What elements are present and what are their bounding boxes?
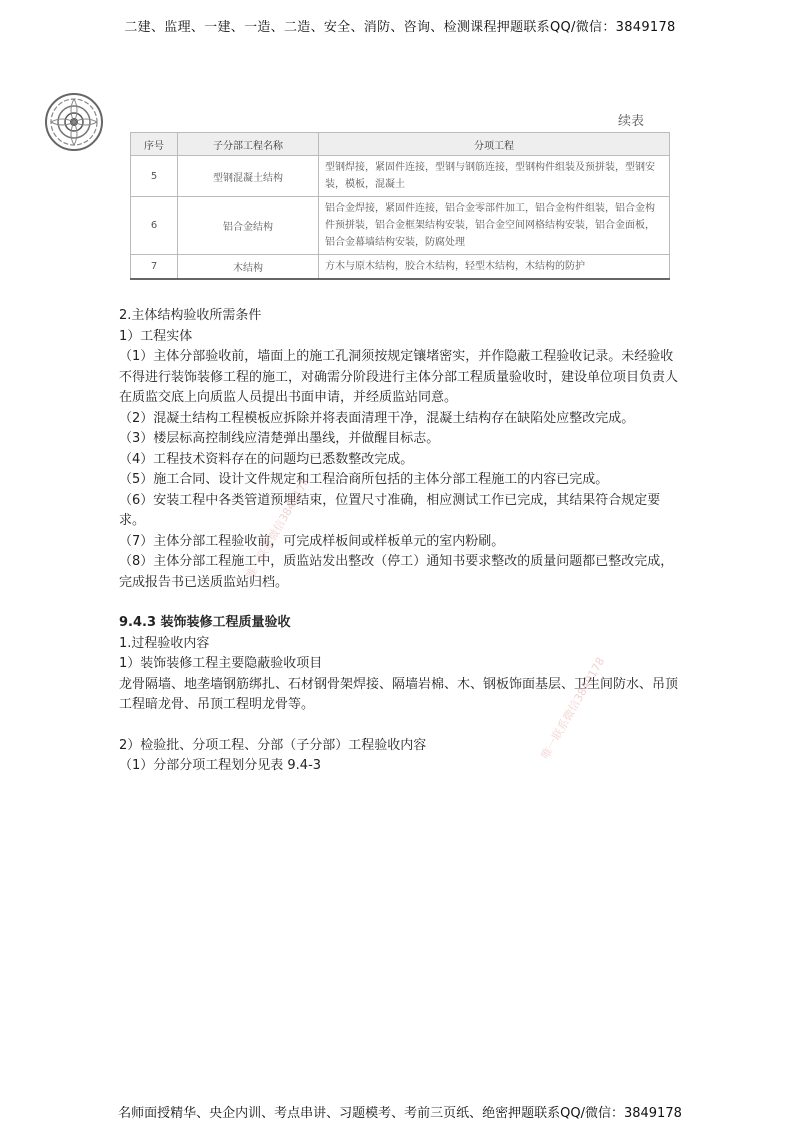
list-item: （3）楼层标高控制线应清楚弹出墨线，并做醒目标志。	[119, 431, 440, 446]
row-items: 方木与原木结构，胶合木结构，轻型木结构，木结构的防护	[319, 255, 670, 280]
row-no: 5	[131, 156, 178, 197]
table-row	[131, 255, 670, 280]
list-item: （1）主体分部验收前，墙面上的施工孔洞须按规定镶堵密实，并作隐蔽工程验收记录。未经验收不得进行装饰装修工程的施工，对确需分阶段进行主体分部工程质量验收时，建设单位项目负责人在质监交底上向质监人员提出书面申请，并经质监站同意。	[119, 349, 679, 405]
list-item: （5）施工合同、设计文件规定和工程洽商所包括的主体分部工程施工的内容已完成。	[119, 472, 609, 487]
subsection-title: 1）工程实体	[119, 328, 193, 344]
row-name: 铝合金结构	[178, 197, 319, 255]
col-header-no: 序号	[131, 133, 178, 156]
round-seal-logo-icon	[44, 92, 104, 152]
table-continuation-label: 续表	[618, 114, 645, 129]
section-title: 1.过程验收内容	[119, 635, 210, 651]
row-name: 木结构	[178, 255, 319, 280]
list-item: （6）安装工程中各类管道预埋结束，位置尺寸准确，相应测试工作已完成，其结果符合规定要求。	[119, 492, 661, 528]
row-no: 6	[131, 197, 178, 255]
table-row	[131, 197, 670, 255]
table-header-row	[131, 133, 670, 156]
list-item: （2）混凝土结构工程模板应拆除并将表面清理干净，混凝土结构存在缺陷处应整改完成。	[119, 410, 635, 426]
col-header-items: 分项工程	[319, 133, 670, 156]
list-item: （1）分部分项工程划分见表 9.4-3	[119, 758, 322, 773]
section-heading: 9.4.3 装饰装修工程质量验收	[119, 615, 291, 630]
subsection-title: 2）检验批、分项工程、分部（子分部）工程验收内容	[119, 737, 427, 753]
subsection-title: 1）装饰装修工程主要隐蔽验收项目	[119, 656, 323, 671]
list-item: （8）主体分部工程施工中，质监站发出整改（停工）通知书要求整改的质量问题都已整改完成，完成报告书已送质监站归档。	[119, 554, 674, 590]
watermark: 唯一联系微信3849178	[538, 655, 608, 762]
row-name: 型钢混凝土结构	[178, 156, 319, 197]
list-item: （7）主体分部工程验收前，可完成样板间或样板单元的室内粉刷。	[119, 533, 505, 549]
page-header: 二建、监理、一建、一造、二造、安全、消防、咨询、检测课程押题联系QQ/微信：3849178	[124, 20, 676, 35]
subdivision-table	[130, 132, 670, 280]
watermark: 唯一联系微信3849178	[243, 475, 313, 582]
col-header-name: 子分部工程名称	[178, 133, 319, 156]
main-content	[119, 306, 684, 777]
page-footer: 名师面授精华、央企内训、考点串讲、习题模考、考前三页纸、绝密押题联系QQ/微信：3849178	[118, 1106, 682, 1121]
row-no: 7	[131, 255, 178, 280]
list-item: （4）工程技术资料存在的问题均已悉数整改完成。	[119, 451, 414, 467]
row-items: 型钢焊接，紧固件连接，型钢与钢筋连接，型钢构件组装及预拼装，型钢安装，模板，混凝土	[319, 156, 670, 197]
section-title: 2.主体结构验收所需条件	[119, 308, 262, 323]
row-items: 铝合金焊接，紧固件连接，铝合金零部件加工，铝合金构件组装，铝合金构件预拼装，铝合金框架结构安装，铝合金空间网格结构安装，铝合金面板，铝合金幕墙结构安装，防腐处理	[319, 197, 670, 255]
table-row	[131, 156, 670, 197]
paragraph: 龙骨隔墙、地垄墙钢筋绑扎、石材钢骨架焊接、隔墙岩棉、木、钢板饰面基层、卫生间防水、吊顶工程暗龙骨、吊顶工程明龙骨等。	[119, 676, 679, 712]
